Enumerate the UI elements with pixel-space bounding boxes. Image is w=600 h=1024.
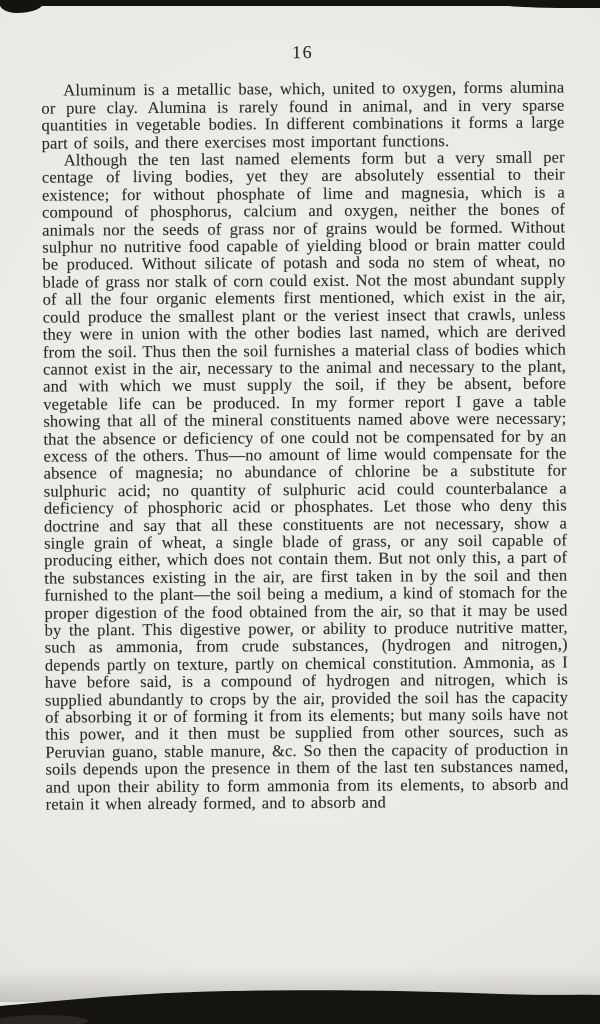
- page-content: [41, 42, 569, 813]
- scan-edge-bottom: [0, 980, 600, 1024]
- scan-edge-top: [0, 0, 600, 6]
- page-number: 16: [291, 41, 314, 63]
- paragraph-elements: Although the ten last named elements form but a very small per centage of living bodies, yet they are absolutely essential to their existence; for without phosphate of lime and magnesia, which is a compound of phosphorus, calcium and oxygen, neither the bones of animals nor the seeds of grass nor of grains would be formed. Without sulphur no nutritive food capable of yielding blood or brain matter could be produced. Without silicate of potash and soda no stem of wheat, no blade of grass nor stalk of corn could exist. Not the most abundant supply of all the four organic elements first mentioned, which exist in the air, could produce the smallest plant or the veriest insect that crawls, unless they were in union with the other bodies last named, which are derived from the soil. Thus then the soil furnishes a material class of bodies which cannot exist in the air, necessary to the animal and necessary to the plant, and with which we must supply the soil, if they be absent, before vegetable life can be produced. In my former report I gave a table showing that all of the mineral constituents named above were necessary; that the absence or deficiency of one could not be compensated for by an excess of the others. Thus—no amount of lime would compensate for the absence of magnesia; no abundance of chlorine be a substitute for sulphuric acid; no quantity of sulphuric acid could counterbalance a deficiency of phosphoric acid or phosphates. Let those who deny this doctrine and say that all these constituents are not necessary, show a single grain of wheat, a single blade of grass, or any soil capable of producing either, which does not contain them. But not only this, a part of the substances existing in the air, are first taken in by the soil and then furnished to the plant—the soil being a medium, a kind of stomach for the proper digestion of the food obtained from the air, so that it may be used by the plant. This digestive power, or ability to produce nutritive matter, such as ammonia, from crude substances, (hydrogen and nitrogen,) depends partly on texture, partly on chemical constitution. Ammonia, as I have before said, is a compound of hydrogen and nitrogen, which is supplied abundantly to crops by the air, provided the soil has the capacity of absorbing it or of forming it from its elements; but many soils have not this power, and it then must be supplied from other sources, such as Peruvian guano, stable manure, &c. So then the capacity of production in soils depends upon the presence in them of the last ten substances named, and upon their ability to form ammonia from its elements, to absorb and retain it when already formed, and to absorb and: [41, 147, 569, 814]
- paragraph-aluminum: Aluminum is a metallic base, which, united to oxygen, forms alumina or pure clay. Alumina is rarely found in animal, and in very sparse quantities in vegetable bodies. In different combinations it forms a large part of soils, and there exercises most important functions.: [41, 77, 565, 153]
